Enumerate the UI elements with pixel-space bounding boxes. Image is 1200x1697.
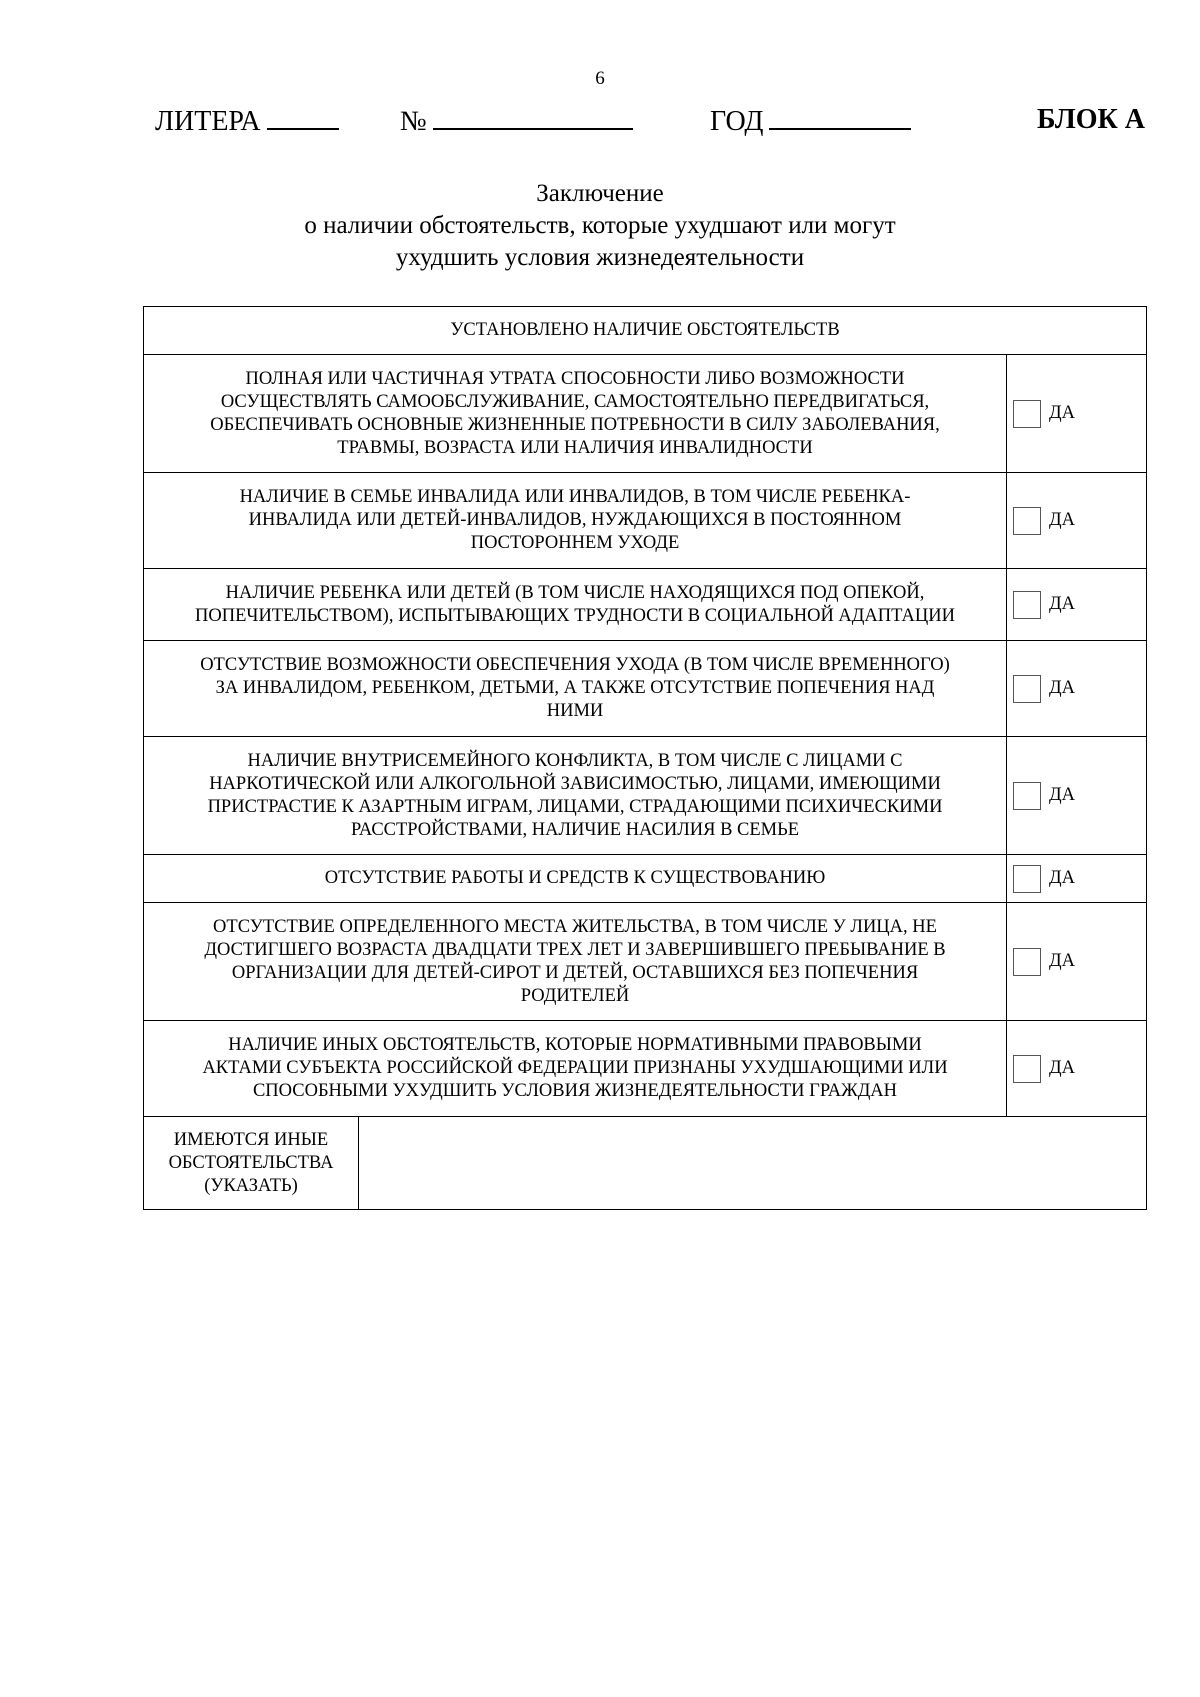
circumstances-table xyxy=(143,306,1147,1210)
table-row xyxy=(144,641,1147,737)
year-label: ГОД xyxy=(710,106,764,137)
table-row xyxy=(144,903,1147,1021)
checkbox-cell xyxy=(1007,641,1147,737)
checkbox-label: ДА xyxy=(1049,403,1075,423)
table-row-other xyxy=(144,1117,1147,1210)
checkbox-label: ДА xyxy=(1049,678,1075,698)
checkbox-cell xyxy=(1007,855,1147,903)
checkbox-cell xyxy=(1007,569,1147,641)
checkbox-cell xyxy=(1007,473,1147,569)
circumstance-text: НАЛИЧИЕ ИНЫХ ОБСТОЯТЕЛЬСТВ, КОТОРЫЕ НОРМАТИВНЫМИ ПРАВОВЫМИ АКТАМИ СУБЪЕКТА РОССИЙСКОЙ ФЕДЕРАЦИИ ПРИЗНАНЫ УХУДШАЮЩИМИ ИЛИ СПОСОБНЫМИ УХУДШИТЬ УСЛОВИЯ ЖИЗНЕДЕЯТЕЛЬНОСТИ ГРАЖДАН xyxy=(144,1021,1007,1117)
number-blank[interactable] xyxy=(433,104,633,130)
other-circumstances-label: ИМЕЮТСЯ ИНЫЕ ОБСТОЯТЕЛЬСТВА (УКАЗАТЬ) xyxy=(144,1117,359,1210)
document-header xyxy=(155,104,1145,138)
circumstance-text: НАЛИЧИЕ ВНУТРИСЕМЕЙНОГО КОНФЛИКТА, В ТОМ ЧИСЛЕ С ЛИЦАМИ С НАРКОТИЧЕСКОЙ ИЛИ АЛКОГОЛЬНОЙ ЗАВИСИМОСТЬЮ, ЛИЦАМИ, ИМЕЮЩИМИ ПРИСТРАСТИЕ К АЗАРТНЫМ ИГРАМ, ЛИЦАМИ, СТРАДАЮЩИМИ ПСИХИЧЕСКИМИ РАССТРОЙСТВАМИ, НАЛИЧИЕ НАСИЛИЯ В СЕМЬЕ xyxy=(144,737,1007,855)
yes-checkbox[interactable] xyxy=(1013,1055,1041,1083)
checkbox-label: ДА xyxy=(1049,785,1075,805)
page-number: 6 xyxy=(595,68,605,89)
checkbox-cell xyxy=(1007,737,1147,855)
table-row xyxy=(144,355,1147,473)
circumstance-text: НАЛИЧИЕ В СЕМЬЕ ИНВАЛИДА ИЛИ ИНВАЛИДОВ, В ТОМ ЧИСЛЕ РЕБЕНКА- ИНВАЛИДА ИЛИ ДЕТЕЙ-ИНВАЛИДОВ, НУЖДАЮЩИХСЯ В ПОСТОЯННОМ ПОСТОРОННЕМ УХОДЕ xyxy=(144,473,1007,569)
block-label: БЛОК А xyxy=(1037,104,1145,135)
document-title xyxy=(0,178,1200,274)
table-row xyxy=(144,737,1147,855)
yes-checkbox[interactable] xyxy=(1013,591,1041,619)
number-field[interactable] xyxy=(400,104,633,138)
checkbox-label: ДА xyxy=(1049,951,1075,971)
circumstance-text: ОТСУТСТВИЕ ОПРЕДЕЛЕННОГО МЕСТА ЖИТЕЛЬСТВА, В ТОМ ЧИСЛЕ У ЛИЦА, НЕ ДОСТИГШЕГО ВОЗРАСТА ДВАДЦАТИ ТРЕХ ЛЕТ И ЗАВЕРШИВШЕГО ПРЕБЫВАНИЕ В ОРГАНИЗАЦИИ ДЛЯ ДЕТЕЙ-СИРОТ И ДЕТЕЙ, ОСТАВШИХСЯ БЕЗ ПОПЕЧЕНИЯ РОДИТЕЛЕЙ xyxy=(144,903,1007,1021)
table-row xyxy=(144,855,1147,903)
litera-field[interactable] xyxy=(155,104,339,138)
year-field[interactable] xyxy=(710,104,911,138)
checkbox-cell xyxy=(1007,903,1147,1021)
checkbox-label: ДА xyxy=(1049,594,1075,614)
litera-label: ЛИТЕРА xyxy=(155,106,261,137)
table-row xyxy=(144,569,1147,641)
title-line-3: ухудшить условия жизнедеятельности xyxy=(395,244,805,271)
title-line-2: о наличии обстоятельств, которые ухудшают или могут xyxy=(304,212,896,239)
table-header: УСТАНОВЛЕНО НАЛИЧИЕ ОБСТОЯТЕЛЬСТВ xyxy=(144,307,1147,355)
checkbox-label: ДА xyxy=(1049,1058,1075,1078)
yes-checkbox[interactable] xyxy=(1013,507,1041,535)
litera-blank[interactable] xyxy=(267,104,339,130)
yes-checkbox[interactable] xyxy=(1013,400,1041,428)
circumstance-text: НАЛИЧИЕ РЕБЕНКА ИЛИ ДЕТЕЙ (В ТОМ ЧИСЛЕ НАХОДЯЩИХСЯ ПОД ОПЕКОЙ, ПОПЕЧИТЕЛЬСТВОМ), ИСПЫТЫВАЮЩИХ ТРУДНОСТИ В СОЦИАЛЬНОЙ АДАПТАЦИИ xyxy=(144,569,1007,641)
checkbox-cell xyxy=(1007,355,1147,473)
table-header-row xyxy=(144,307,1147,355)
yes-checkbox[interactable] xyxy=(1013,865,1041,893)
year-blank[interactable] xyxy=(769,104,911,130)
yes-checkbox[interactable] xyxy=(1013,675,1041,703)
circumstance-text: ОТСУТСТВИЕ РАБОТЫ И СРЕДСТВ К СУЩЕСТВОВАНИЮ xyxy=(144,855,1007,903)
checkbox-label: ДА xyxy=(1049,510,1075,530)
number-label: № xyxy=(400,106,427,137)
yes-checkbox[interactable] xyxy=(1013,782,1041,810)
other-circumstances-field[interactable] xyxy=(359,1117,1147,1210)
circumstance-text: ОТСУТСТВИЕ ВОЗМОЖНОСТИ ОБЕСПЕЧЕНИЯ УХОДА (В ТОМ ЧИСЛЕ ВРЕМЕННОГО) ЗА ИНВАЛИДОМ, РЕБЕНКОМ, ДЕТЬМИ, А ТАКЖЕ ОТСУТСТВИЕ ПОПЕЧЕНИЯ НАД НИМИ xyxy=(144,641,1007,737)
table-row xyxy=(144,1021,1147,1117)
circumstance-text: ПОЛНАЯ ИЛИ ЧАСТИЧНАЯ УТРАТА СПОСОБНОСТИ ЛИБО ВОЗМОЖНОСТИ ОСУЩЕСТВЛЯТЬ САМООБСЛУЖИВАНИЕ, САМОСТОЯТЕЛЬНО ПЕРЕДВИГАТЬСЯ, ОБЕСПЕЧИВАТЬ ОСНОВНЫЕ ЖИЗНЕННЫЕ ПОТРЕБНОСТИ В СИЛУ ЗАБОЛЕВАНИЯ, ТРАВМЫ, ВОЗРАСТА ИЛИ НАЛИЧИЯ ИНВАЛИДНОСТИ xyxy=(144,355,1007,473)
checkbox-cell xyxy=(1007,1021,1147,1117)
title-line-1: Заключение xyxy=(536,180,664,207)
table-row xyxy=(144,473,1147,569)
yes-checkbox[interactable] xyxy=(1013,948,1041,976)
checkbox-label: ДА xyxy=(1049,868,1075,888)
